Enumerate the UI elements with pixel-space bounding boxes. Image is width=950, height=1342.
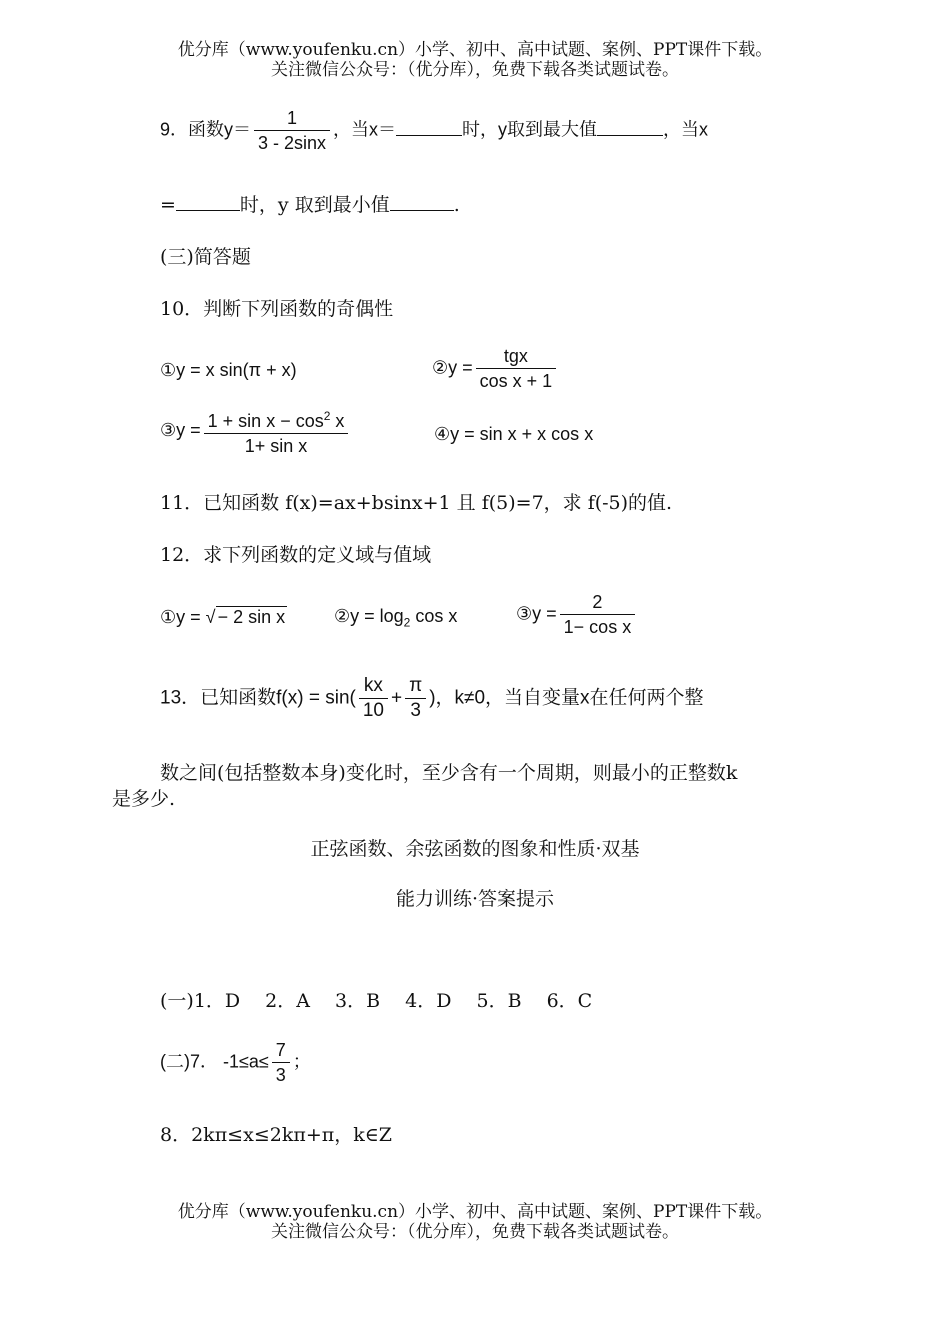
- answer-title-line-2: 能力训练·答案提示: [395, 888, 555, 910]
- q9-text-3: ，当x: [663, 119, 709, 140]
- q13-fraction-1: [359, 676, 388, 721]
- q12-f1-label: ①y =: [160, 607, 201, 627]
- q9-blank-2: [597, 119, 663, 136]
- footer-line-1: 优分库（www.youfenku.cn）小学、初中、高中试题、案例、PPT课件下载。: [177, 1202, 773, 1222]
- q13-frac1-numerator: kx: [359, 676, 388, 699]
- q12-f2-b: cos x: [410, 606, 458, 626]
- q12-function-1: [160, 606, 287, 628]
- q9-blank-3: [176, 194, 240, 211]
- q13-plus: +: [390, 687, 403, 709]
- q9-blank-1: [396, 119, 462, 136]
- q13-frac2-denominator: 3: [410, 700, 421, 721]
- q13-fraction-2: [405, 676, 426, 721]
- q9-line2-prefix: =: [160, 194, 176, 216]
- q10-f3-numerator: [204, 406, 349, 434]
- q10-function-1: [160, 360, 297, 381]
- a2-fraction: [272, 1040, 290, 1085]
- q10-function-4: ④y = sin x + x cos x: [434, 424, 594, 444]
- a2-suffix: ；: [292, 1051, 311, 1072]
- q12-function-2: [334, 606, 457, 630]
- q12-f2-a: ②y = log: [334, 606, 404, 626]
- q10-function-3: [160, 406, 351, 456]
- q10-f1-label: ①: [160, 360, 177, 380]
- page-header: [0, 40, 950, 80]
- a2-prefix: (二)7． -1≤a≤: [160, 1051, 269, 1072]
- a2-denominator: 3: [275, 1065, 286, 1085]
- q13-frac2-numerator: π: [405, 676, 426, 699]
- answer-title-line-1: 正弦函数、余弦函数的图象和性质·双基: [310, 838, 640, 860]
- question-9: [160, 108, 708, 153]
- q13-line-2: 数之间(包括整数本身)变化时，至少含有一个周期，则最小的正整数k: [160, 762, 738, 784]
- q10-f3-fraction: [204, 406, 349, 456]
- section-3-heading: (三)简答题: [160, 246, 251, 268]
- q13-frac1-denominator: 10: [362, 700, 384, 721]
- q9-text-1: ，当x＝: [333, 119, 397, 140]
- question-9-line-2: [160, 190, 460, 217]
- q12-f3-fraction: [560, 592, 636, 637]
- q12-f3-denominator: 1− cos x: [563, 617, 632, 637]
- q9-label: 9．函数y＝: [160, 119, 252, 140]
- question-13: [160, 676, 704, 721]
- q10-f3-exponent: 2: [323, 409, 331, 423]
- q9-text-2: 时，y取到最大值: [462, 119, 598, 140]
- q9-line2-mid: 时，y 取到最小值: [239, 194, 390, 216]
- q10-f3-numerator-b: x: [330, 411, 345, 431]
- q10-f2-denominator: cos x + 1: [479, 371, 553, 391]
- q10-f3-numerator-a: 1 + sin x − cos: [207, 411, 324, 431]
- footer-line-2: 关注微信公众号：（优分库），免费下载各类试题试卷。: [271, 1222, 679, 1242]
- page-footer: [0, 1202, 950, 1242]
- q10-f3-label: ③y =: [160, 419, 201, 440]
- q9-fraction-denominator: 3 - 2sinx: [258, 133, 327, 153]
- q9-fraction-numerator: 1: [254, 108, 330, 131]
- header-line-2: 关注微信公众号：（优分库），免费下载各类试题试卷。: [271, 60, 679, 80]
- question-10-title: 10．判断下列函数的奇偶性: [160, 298, 394, 320]
- q9-fraction: [254, 108, 330, 153]
- q10-f2-fraction: [476, 346, 557, 391]
- answers-part-3: 8．2kπ≤x≤2kπ+π，k∈Z: [160, 1124, 393, 1146]
- q9-blank-4: [390, 194, 454, 211]
- q12-function-3: [516, 592, 638, 637]
- q13-line-3: 是多少.: [112, 788, 176, 810]
- q13-suffix: )，k≠0，当自变量x在任何两个整: [429, 687, 704, 709]
- sqrt-icon: √: [205, 607, 216, 627]
- q10-function-2: [432, 346, 559, 391]
- question-12-title: 12．求下列函数的定义域与值域: [160, 544, 432, 566]
- q10-f2-numerator: tgx: [476, 346, 557, 369]
- q10-f2-label: ②y =: [432, 357, 473, 378]
- q12-f2-base: 2: [403, 615, 411, 630]
- q12-f3-label: ③y =: [516, 603, 557, 624]
- answers-part-1: (一)1．D 2．A 3．B 4．D 5．B 6．C: [160, 990, 593, 1012]
- q10-f3-denominator: 1+ sin x: [244, 436, 308, 456]
- q13-prefix: 13．已知函数f(x) = sin(: [160, 687, 356, 709]
- q12-f3-numerator: 2: [560, 592, 636, 615]
- header-line-1: 优分库（www.youfenku.cn）小学、初中、高中试题、案例、PPT课件下载。: [177, 40, 773, 60]
- q9-line2-end: .: [453, 194, 460, 216]
- question-11: 11．已知函数 f(x)=ax+bsinx+1 且 f(5)=7，求 f(-5)的值.: [160, 492, 673, 514]
- q10-f1-expr: y = x sin(π + x): [176, 360, 297, 380]
- answers-part-2: [160, 1040, 311, 1085]
- a2-numerator: 7: [272, 1040, 290, 1063]
- q12-f1-radicand: − 2 sin x: [217, 607, 286, 627]
